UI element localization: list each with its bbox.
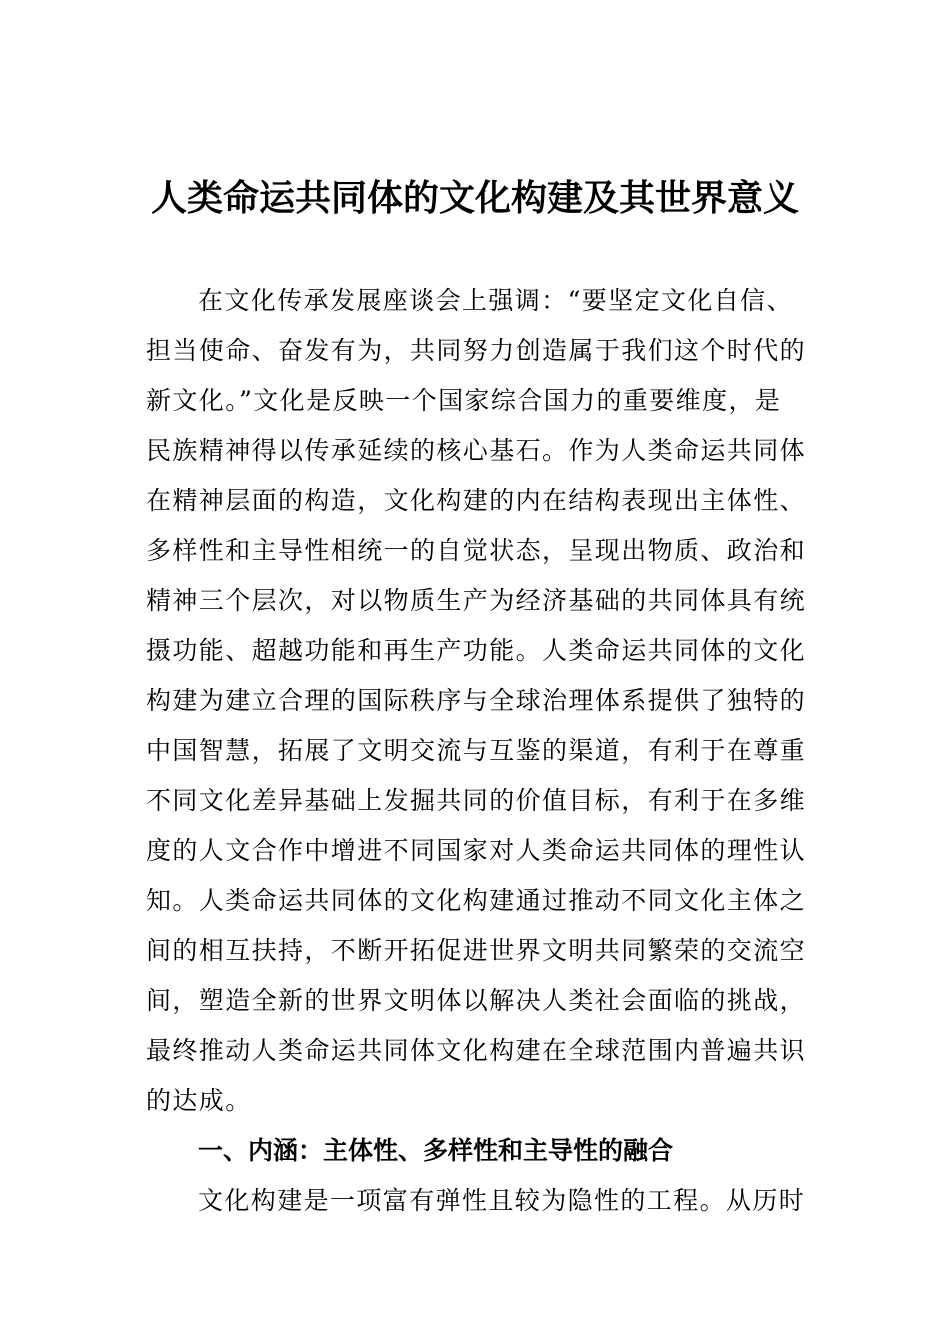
- paragraph-line: 新文化。”文化是反映一个国家综合国力的重要维度，是: [146, 386, 782, 415]
- paragraph-line: 知。人类命运共同体的文化构建通过推动不同文化主体之: [146, 886, 807, 915]
- document-title: 人类命运共同体的文化构建及其世界意义: [150, 177, 799, 219]
- paragraph-line: 间，塑造全新的世界文明体以解决人类社会面临的挑战，: [146, 986, 807, 1015]
- paragraph-line: 民族精神得以传承延续的核心基石。作为人类命运共同体: [146, 436, 807, 465]
- section-paragraph: [146, 1176, 806, 1226]
- paragraph-line: 间的相互扶持，不断开拓促进世界文明共同繁荣的交流空: [146, 936, 807, 965]
- section-heading: 一、内涵：主体性、多样性和主导性的融合: [198, 1136, 674, 1165]
- paragraph-line: 多样性和主导性相统一的自觉状态，呈现出物质、政治和: [146, 536, 807, 565]
- intro-paragraph: [146, 276, 806, 1126]
- paragraph-line: 精神三个层次，对以物质生产为经济基础的共同体具有统: [146, 586, 807, 615]
- paragraph-line: 的达成。: [146, 1086, 252, 1115]
- paragraph-line: 中国智慧，拓展了文明交流与互鉴的渠道，有利于在尊重: [146, 736, 807, 765]
- paragraph-line: 不同文化差异基础上发掘共同的价值目标，有利于在多维: [146, 786, 807, 815]
- paragraph-line: 在文化传承发展座谈会上强调：“要坚定文化自信、: [198, 286, 793, 315]
- paragraph-line: 担当使命、奋发有为，共同努力创造属于我们这个时代的: [146, 336, 807, 365]
- paragraph-line: 度的人文合作中增进不同国家对人类命运共同体的理性认: [146, 836, 807, 865]
- paragraph-line: 文化构建是一项富有弹性且较为隐性的工程。从历时: [198, 1186, 806, 1215]
- paragraph-line: 摄功能、超越功能和再生产功能。人类命运共同体的文化: [146, 636, 807, 665]
- paragraph-line: 构建为建立合理的国际秩序与全球治理体系提供了独特的: [146, 686, 807, 715]
- paragraph-line: 在精神层面的构造，文化构建的内在结构表现出主体性、: [146, 486, 807, 515]
- paragraph-line: 最终推动人类命运共同体文化构建在全球范围内普遍共识: [146, 1036, 807, 1065]
